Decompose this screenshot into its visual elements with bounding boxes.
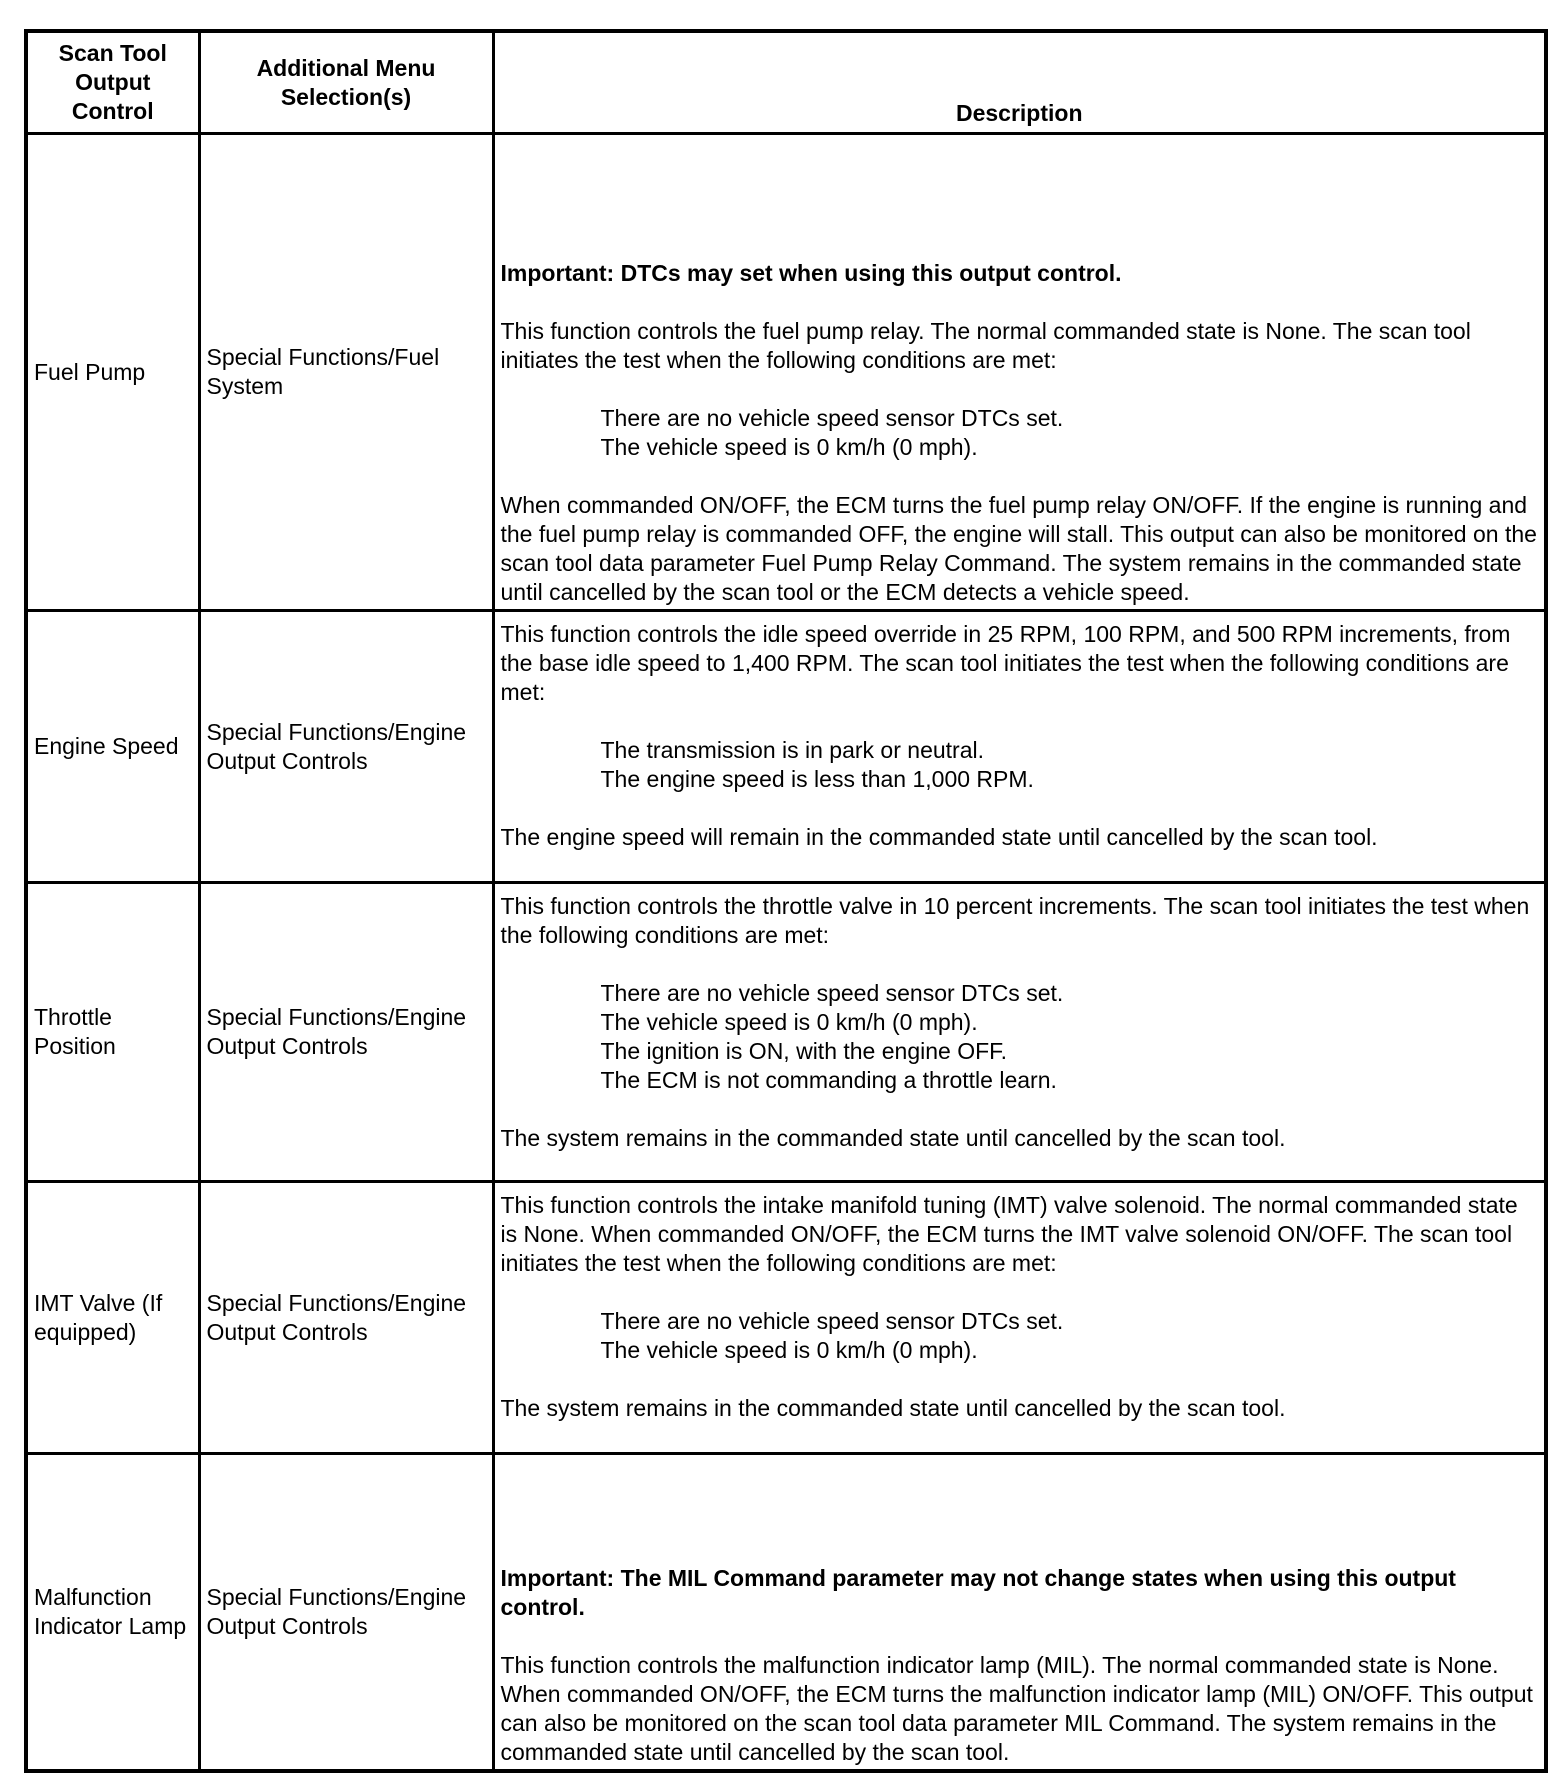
menu-selection: Special Functions/Engine Output Controls: [199, 883, 493, 1182]
table-row-fuel-pump: [26, 134, 1546, 611]
important-note: Important: The MIL Command parameter may not change states when using this output control.: [500, 1565, 1456, 1620]
description-closing: The system remains in the commanded state until cancelled by the scan tool.: [500, 1125, 1286, 1151]
description-cell: [493, 1182, 1546, 1454]
condition-item: The vehicle speed is 0 km/h (0 mph).: [600, 1337, 978, 1363]
output-control-name: Throttle Position: [26, 883, 199, 1182]
description-closing: The engine speed will remain in the commanded state until cancelled by the scan tool.: [500, 824, 1378, 850]
important-note: Important: DTCs may set when using this output control.: [500, 260, 1122, 286]
table-row-throttle-position: [26, 883, 1546, 1182]
output-control-name: Fuel Pump: [26, 134, 199, 611]
header-scan-tool-output-control: Scan Tool Output Control: [26, 31, 199, 134]
description-cell: [493, 883, 1546, 1182]
output-control-name: Malfunction Indicator Lamp: [26, 1454, 199, 1772]
condition-item: The transmission is in park or neutral.: [600, 737, 984, 763]
description-cell: [493, 134, 1546, 611]
table-row-malfunction-indicator-lamp: [26, 1454, 1546, 1772]
description-intro: This function controls the malfunction indicator lamp (MIL). The normal commanded state is None. When commanded ON/OFF, the ECM turns the malfunction indicator lamp (MIL) ON/OFF. This output can also be monitored on the scan tool data parameter MIL Command. The system remains in the commanded state until cancelled by the scan tool.: [500, 1652, 1533, 1765]
header-additional-menu-selections: Additional Menu Selection(s): [199, 31, 493, 134]
output-control-name: Engine Speed: [26, 611, 199, 883]
description-cell: [493, 611, 1546, 883]
table-row-imt-valve: [26, 1182, 1546, 1454]
condition-item: There are no vehicle speed sensor DTCs set.: [600, 1308, 1064, 1334]
description-intro: This function controls the idle speed override in 25 RPM, 100 RPM, and 500 RPM increments, from the base idle speed to 1,400 RPM. The scan tool initiates the test when the following conditions are met:: [500, 621, 1511, 705]
condition-item: The vehicle speed is 0 km/h (0 mph).: [600, 1009, 978, 1035]
header-row: [26, 31, 1546, 134]
description-intro: This function controls the fuel pump relay. The normal commanded state is None. The scan tool initiates the test when the following conditions are met:: [500, 318, 1471, 373]
table-row-engine-speed: [26, 611, 1546, 883]
output-controls-table: [24, 29, 1548, 1773]
menu-selection: Special Functions/Engine Output Controls: [199, 1454, 493, 1772]
description-closing: When commanded ON/OFF, the ECM turns the fuel pump relay ON/OFF. If the engine is running and the fuel pump relay is commanded OFF, the engine will stall. This output can also be monitored on the scan tool data parameter Fuel Pump Relay Command. The system remains in the commanded state until cancelled by the scan tool or the ECM detects a vehicle speed.: [500, 492, 1537, 605]
condition-item: The ignition is ON, with the engine OFF.: [600, 1038, 1008, 1064]
condition-item: The engine speed is less than 1,000 RPM.: [600, 766, 1034, 792]
condition-item: The ECM is not commanding a throttle learn.: [600, 1067, 1057, 1093]
condition-item: There are no vehicle speed sensor DTCs set.: [600, 405, 1064, 431]
condition-item: There are no vehicle speed sensor DTCs set.: [600, 980, 1064, 1006]
menu-selection: Special Functions/Fuel System: [199, 134, 493, 611]
condition-item: The vehicle speed is 0 km/h (0 mph).: [600, 434, 978, 460]
description-intro: This function controls the throttle valve in 10 percent increments. The scan tool initiates the test when the following conditions are met:: [500, 893, 1530, 948]
menu-selection: Special Functions/Engine Output Controls: [199, 1182, 493, 1454]
description-closing: The system remains in the commanded state until cancelled by the scan tool.: [500, 1395, 1286, 1421]
description-cell: [493, 1454, 1546, 1772]
output-control-name: IMT Valve (If equipped): [26, 1182, 199, 1454]
header-description: Description: [493, 31, 1546, 134]
menu-selection: Special Functions/Engine Output Controls: [199, 611, 493, 883]
description-intro: This function controls the intake manifold tuning (IMT) valve solenoid. The normal commanded state is None. When commanded ON/OFF, the ECM turns the IMT valve solenoid ON/OFF. The scan tool initiates the test when the following conditions are met:: [500, 1192, 1518, 1276]
